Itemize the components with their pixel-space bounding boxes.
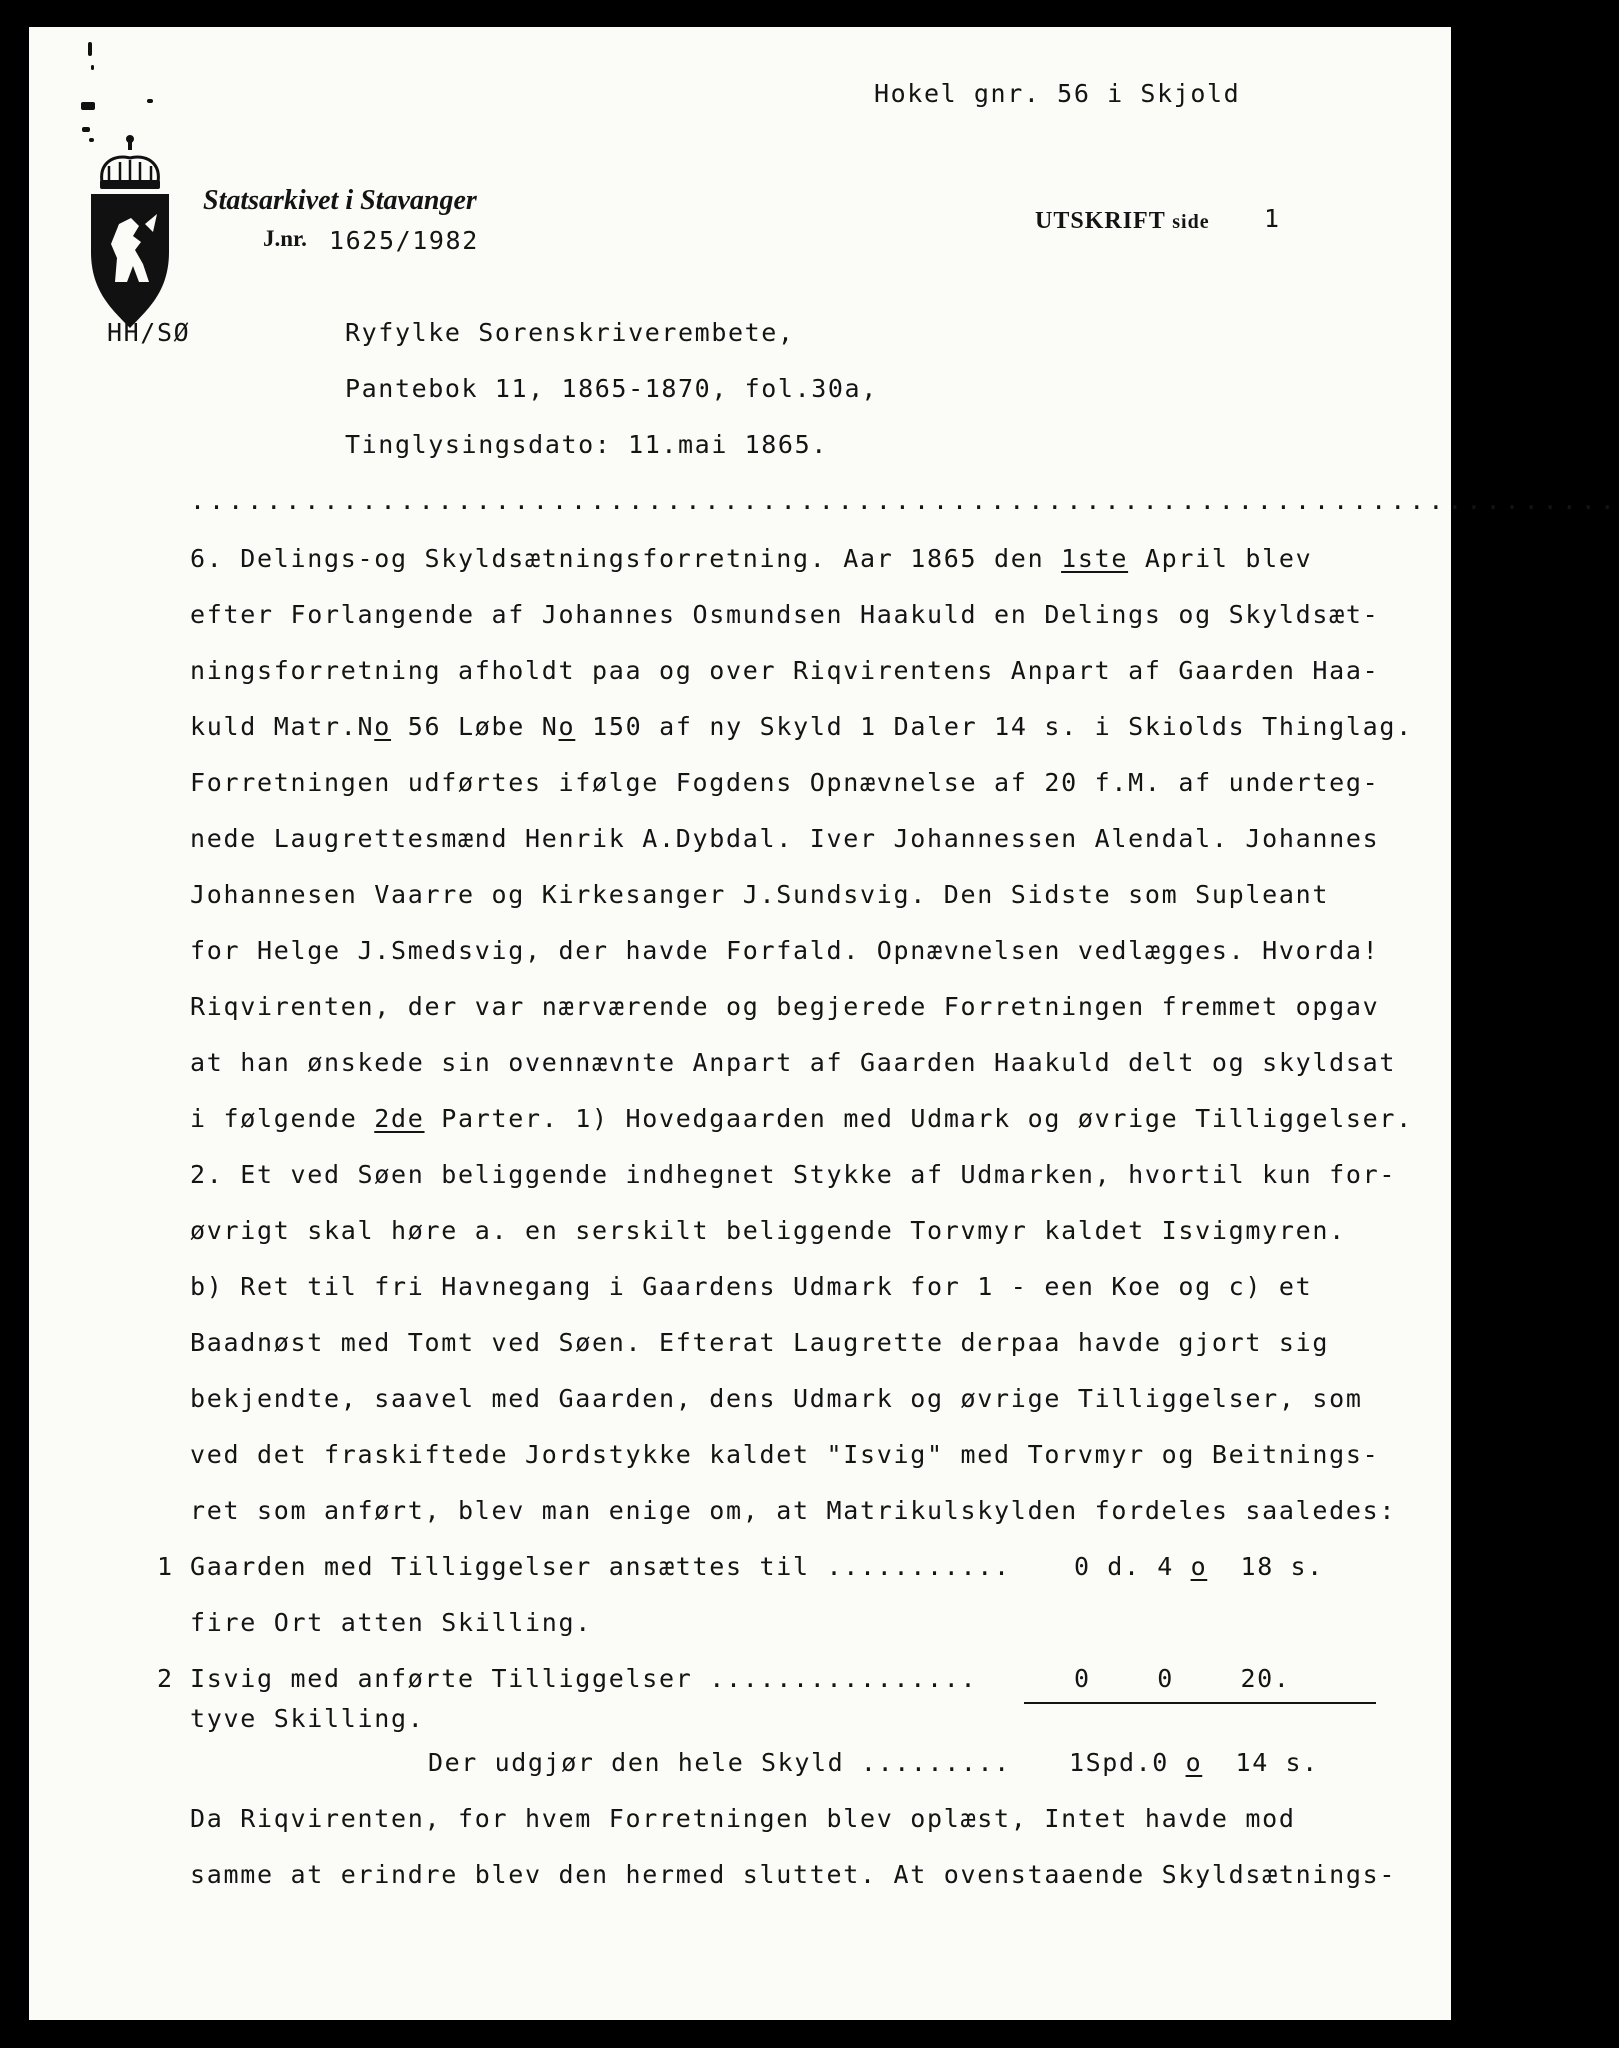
- institution-name: Statsarkivet i Stavanger: [203, 185, 477, 216]
- body-line-11: [190, 1104, 1413, 1133]
- total-value: [1069, 1748, 1319, 1777]
- source-line-1: Ryfylke Sorenskriverembete,: [345, 318, 795, 347]
- item-2-number: 2: [157, 1664, 174, 1693]
- underlined-text: o: [558, 712, 576, 741]
- item-1-text: Gaarden med Tilliggelser ansættes til ...........: [190, 1552, 1011, 1581]
- document-page: [29, 27, 1619, 2020]
- body-line-7: Johannesen Vaarre og Kirkesanger J.Sundsvig. Den Sidste som Supleant: [190, 880, 1330, 909]
- utskrift-text: UTSKRIFT: [1035, 208, 1166, 234]
- underlined-text: o: [374, 712, 392, 741]
- text: 150 af ny Skyld 1 Daler 14 s. i Skiolds Thinglag.: [575, 712, 1413, 741]
- item-2-words: tyve Skilling.: [190, 1704, 425, 1733]
- farm-reference: Hokel gnr. 56 i Skjold: [874, 79, 1241, 108]
- text: 14 s.: [1235, 1748, 1319, 1777]
- underlined-text: o: [1185, 1748, 1203, 1777]
- text: i følgende: [190, 1104, 375, 1133]
- underlined-text: 1ste: [1061, 544, 1129, 573]
- total-text: Der udgjør den hele Skyld .........: [428, 1748, 1011, 1777]
- text: 1Spd.0: [1069, 1748, 1169, 1777]
- body-line-9: Riqvirenten, der var nærværende og begjerede Forretningen fremmet opgav: [190, 992, 1380, 1021]
- body-line-18: ret som anført, blev man enige om, at Matrikulskylden fordeles saaledes:: [190, 1496, 1397, 1525]
- item-1-words: fire Ort atten Skilling.: [190, 1608, 593, 1637]
- item-1-number: 1: [157, 1552, 174, 1581]
- body-line-14: b) Ret til fri Havnegang i Gaardens Udmark for 1 - een Koe og c) et: [190, 1272, 1313, 1301]
- item-2-text: Isvig med anførte Tilliggelser ................: [190, 1664, 978, 1693]
- body-line-1: [190, 544, 1312, 573]
- body-line-17: ved det fraskiftede Jordstykke kaldet "Isvig" med Torvmyr og Beitnings-: [190, 1440, 1380, 1469]
- underlined-text: o: [1190, 1552, 1208, 1581]
- underlined-text: 2de: [374, 1104, 425, 1133]
- body-line-3: ningsforretning afholdt paa og over Riqvirentens Anpart af Gaarden Haa-: [190, 656, 1380, 685]
- text: 18 s.: [1240, 1552, 1324, 1581]
- body-line-6: nede Laugrettesmænd Henrik A.Dybdal. Iver Johannessen Alendal. Johannes: [190, 824, 1380, 853]
- jnr-label: J.nr.: [263, 226, 307, 251]
- closing-line-2: samme at erindre blev den hermed sluttet. At ovenstaaende Skyldsætnings-: [190, 1860, 1397, 1889]
- side-text: side: [1172, 211, 1210, 233]
- body-line-12: 2. Et ved Søen beliggende indhegnet Stykke af Udmarken, hvortil kun for-: [190, 1160, 1397, 1189]
- text: 0 d. 4: [1074, 1552, 1174, 1581]
- item-2-value: 0 0 20.: [1074, 1664, 1291, 1693]
- body-line-13: øvrigt skal høre a. en serskilt beliggende Torvmyr kaldet Isvigmyren.: [190, 1216, 1346, 1245]
- body-line-4: [190, 712, 1413, 741]
- initials: HH/SØ: [107, 318, 191, 347]
- page-number: 1: [1264, 204, 1281, 233]
- body-line-5: Forretningen udførtes ifølge Fogdens Opnævnelse af 20 f.M. af underteg-: [190, 768, 1380, 797]
- body-line-8: for Helge J.Smedsvig, der havde Forfald. Opnævnelsen vedlægges. Hvorda!: [190, 936, 1380, 965]
- journal-number: 1625/1982: [329, 226, 479, 255]
- text: April blev: [1128, 544, 1313, 573]
- source-line-3: Tinglysingsdato: 11.mai 1865.: [345, 430, 828, 459]
- text: kuld Matr.N: [190, 712, 375, 741]
- text: 56 Løbe N: [391, 712, 559, 741]
- item-1-value: [1074, 1552, 1324, 1581]
- body-line-10: at han ønskede sin ovennævnte Anpart af Gaarden Haakuld delt og skyldsat: [190, 1048, 1397, 1077]
- sum-underline: [1024, 1702, 1376, 1704]
- closing-line-1: Da Riqvirenten, for hvem Forretningen blev oplæst, Intet havde mod: [190, 1804, 1296, 1833]
- utskrift-label: [1035, 208, 1210, 235]
- text: 6. Delings-og Skyldsætningsforretning. Aar 1865 den: [190, 544, 1062, 573]
- norwegian-coat-of-arms-icon: [87, 132, 173, 332]
- body-line-15: Baadnøst med Tomt ved Søen. Efterat Laugrette derpaa havde gjort sig: [190, 1328, 1330, 1357]
- dotted-separator: ...........................................................................: [190, 486, 1619, 515]
- body-line-2: efter Forlangende af Johannes Osmundsen Haakuld en Delings og Skyldsæt-: [190, 600, 1380, 629]
- body-line-16: bekjendte, saavel med Gaarden, dens Udmark og øvrige Tilliggelser, som: [190, 1384, 1363, 1413]
- text: Parter. 1) Hovedgaarden med Udmark og øvrige Tilliggelser.: [424, 1104, 1413, 1133]
- source-line-2: Pantebok 11, 1865-1870, fol.30a,: [345, 374, 878, 403]
